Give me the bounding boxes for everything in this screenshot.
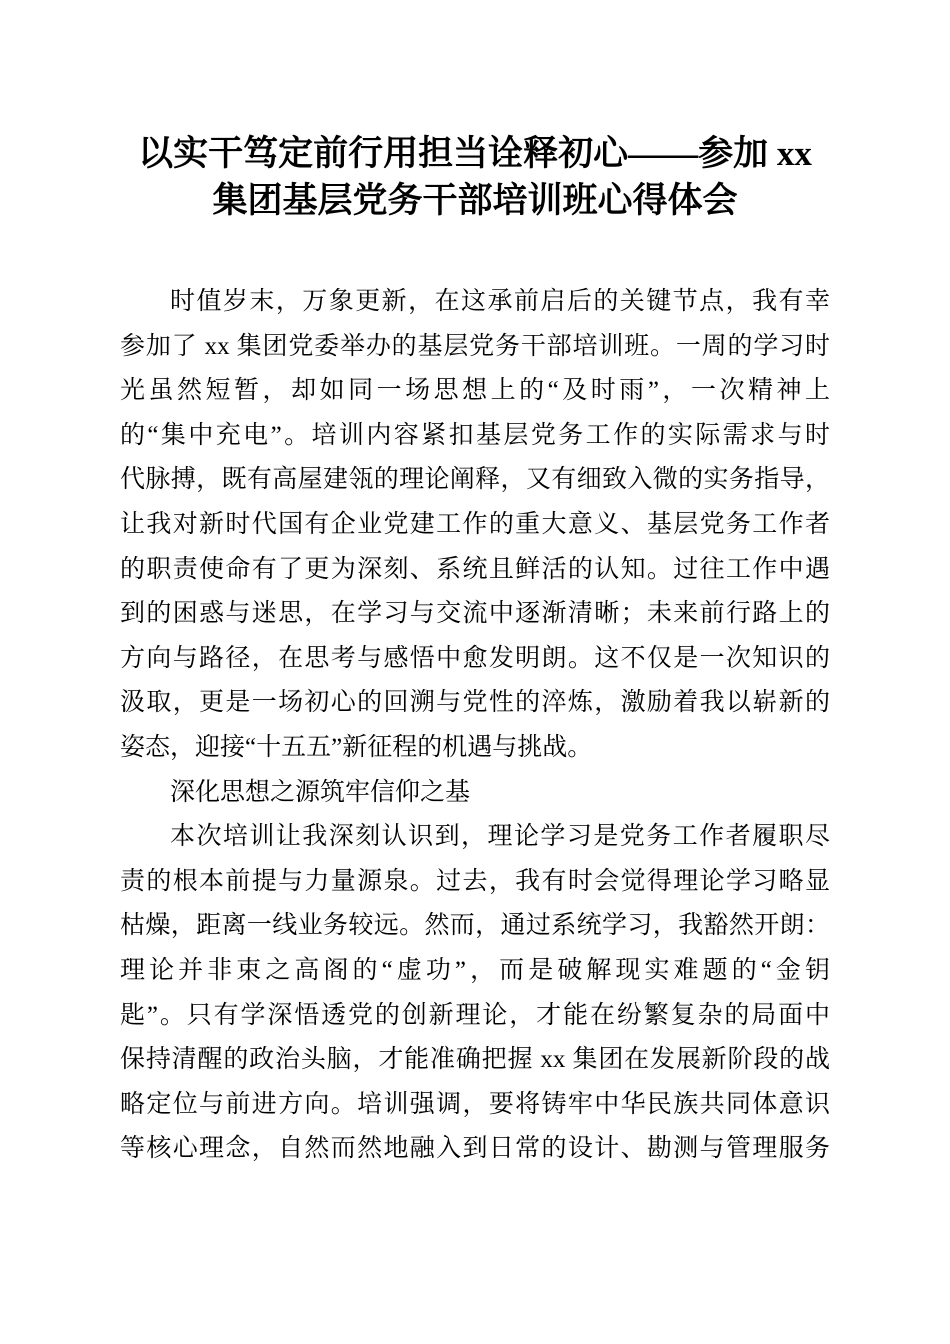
section-heading-text: 深化思想之源筑牢信仰之基 — [170, 778, 471, 806]
text-line: 责的根本前提与力量源泉。过去，我有时会觉得理论学习略显 — [120, 867, 830, 895]
text-line: 汲取，更是一场初心的回溯与党性的淬炼，激励着我以崭新的 — [120, 689, 830, 717]
text-line: 让我对新时代国有企业党建工作的重大意义、基层党务工作者 — [120, 510, 830, 538]
text-line: 保持清醒的政治头脑，才能准确把握 xx 集团在发展新阶段的战 — [120, 1046, 830, 1074]
text-line: 的“集中充电”。培训内容紧扣基层党务工作的实际需求与时 — [120, 421, 830, 449]
text-line: 等核心理念，自然而然地融入到日常的设计、勘测与管理服务 — [120, 1135, 830, 1163]
text-line: 姿态，迎接“十五五”新征程的机遇与挑战。 — [120, 733, 593, 761]
text-line: 到的困惑与迷思，在学习与交流中逐渐清晰；未来前行路上的 — [120, 600, 830, 628]
text-line: 时值岁末，万象更新，在这承前启后的关键节点，我有幸 — [170, 288, 830, 315]
text-line: 的职责使命有了更为深刻、系统且鲜活的认知。过往工作中遇 — [120, 555, 830, 583]
text-line: 光虽然短暂，却如同一场思想上的“及时雨”，一次精神上 — [120, 377, 830, 405]
document-body — [120, 280, 830, 1172]
paragraph — [120, 815, 830, 1172]
text-line: 略定位与前进方向。培训强调，要将铸牢中华民族共同体意识 — [120, 1090, 830, 1118]
paragraph — [120, 280, 830, 771]
document-title-line-2: 集团基层党务干部培训班心得体会 — [212, 181, 738, 220]
text-line: 枯燥，距离一线业务较远。然而，通过系统学习，我豁然开朗： — [120, 912, 830, 940]
document-title — [120, 130, 830, 224]
document-title-line-1: 以实干笃定前行用担当诠释初心——参加 xx — [138, 134, 812, 173]
text-line: 方向与路径，在思考与感悟中愈发明朗。这不仅是一次知识的 — [120, 644, 830, 672]
text-line: 本次培训让我深刻认识到，理论学习是党务工作者履职尽 — [170, 823, 830, 851]
text-line: 代脉搏，既有高屋建瓴的理论阐释，又有细致入微的实务指导， — [120, 466, 830, 494]
text-line: 匙”。只有学深悟透党的创新理论，才能在纷繁复杂的局面中 — [120, 1001, 830, 1029]
text-line: 理论并非束之高阁的“虚功”，而是破解现实难题的“金钥 — [120, 956, 830, 984]
text-line: 参加了 xx 集团党委举办的基层党务干部培训班。一周的学习时 — [120, 332, 830, 360]
section-heading — [120, 771, 830, 816]
